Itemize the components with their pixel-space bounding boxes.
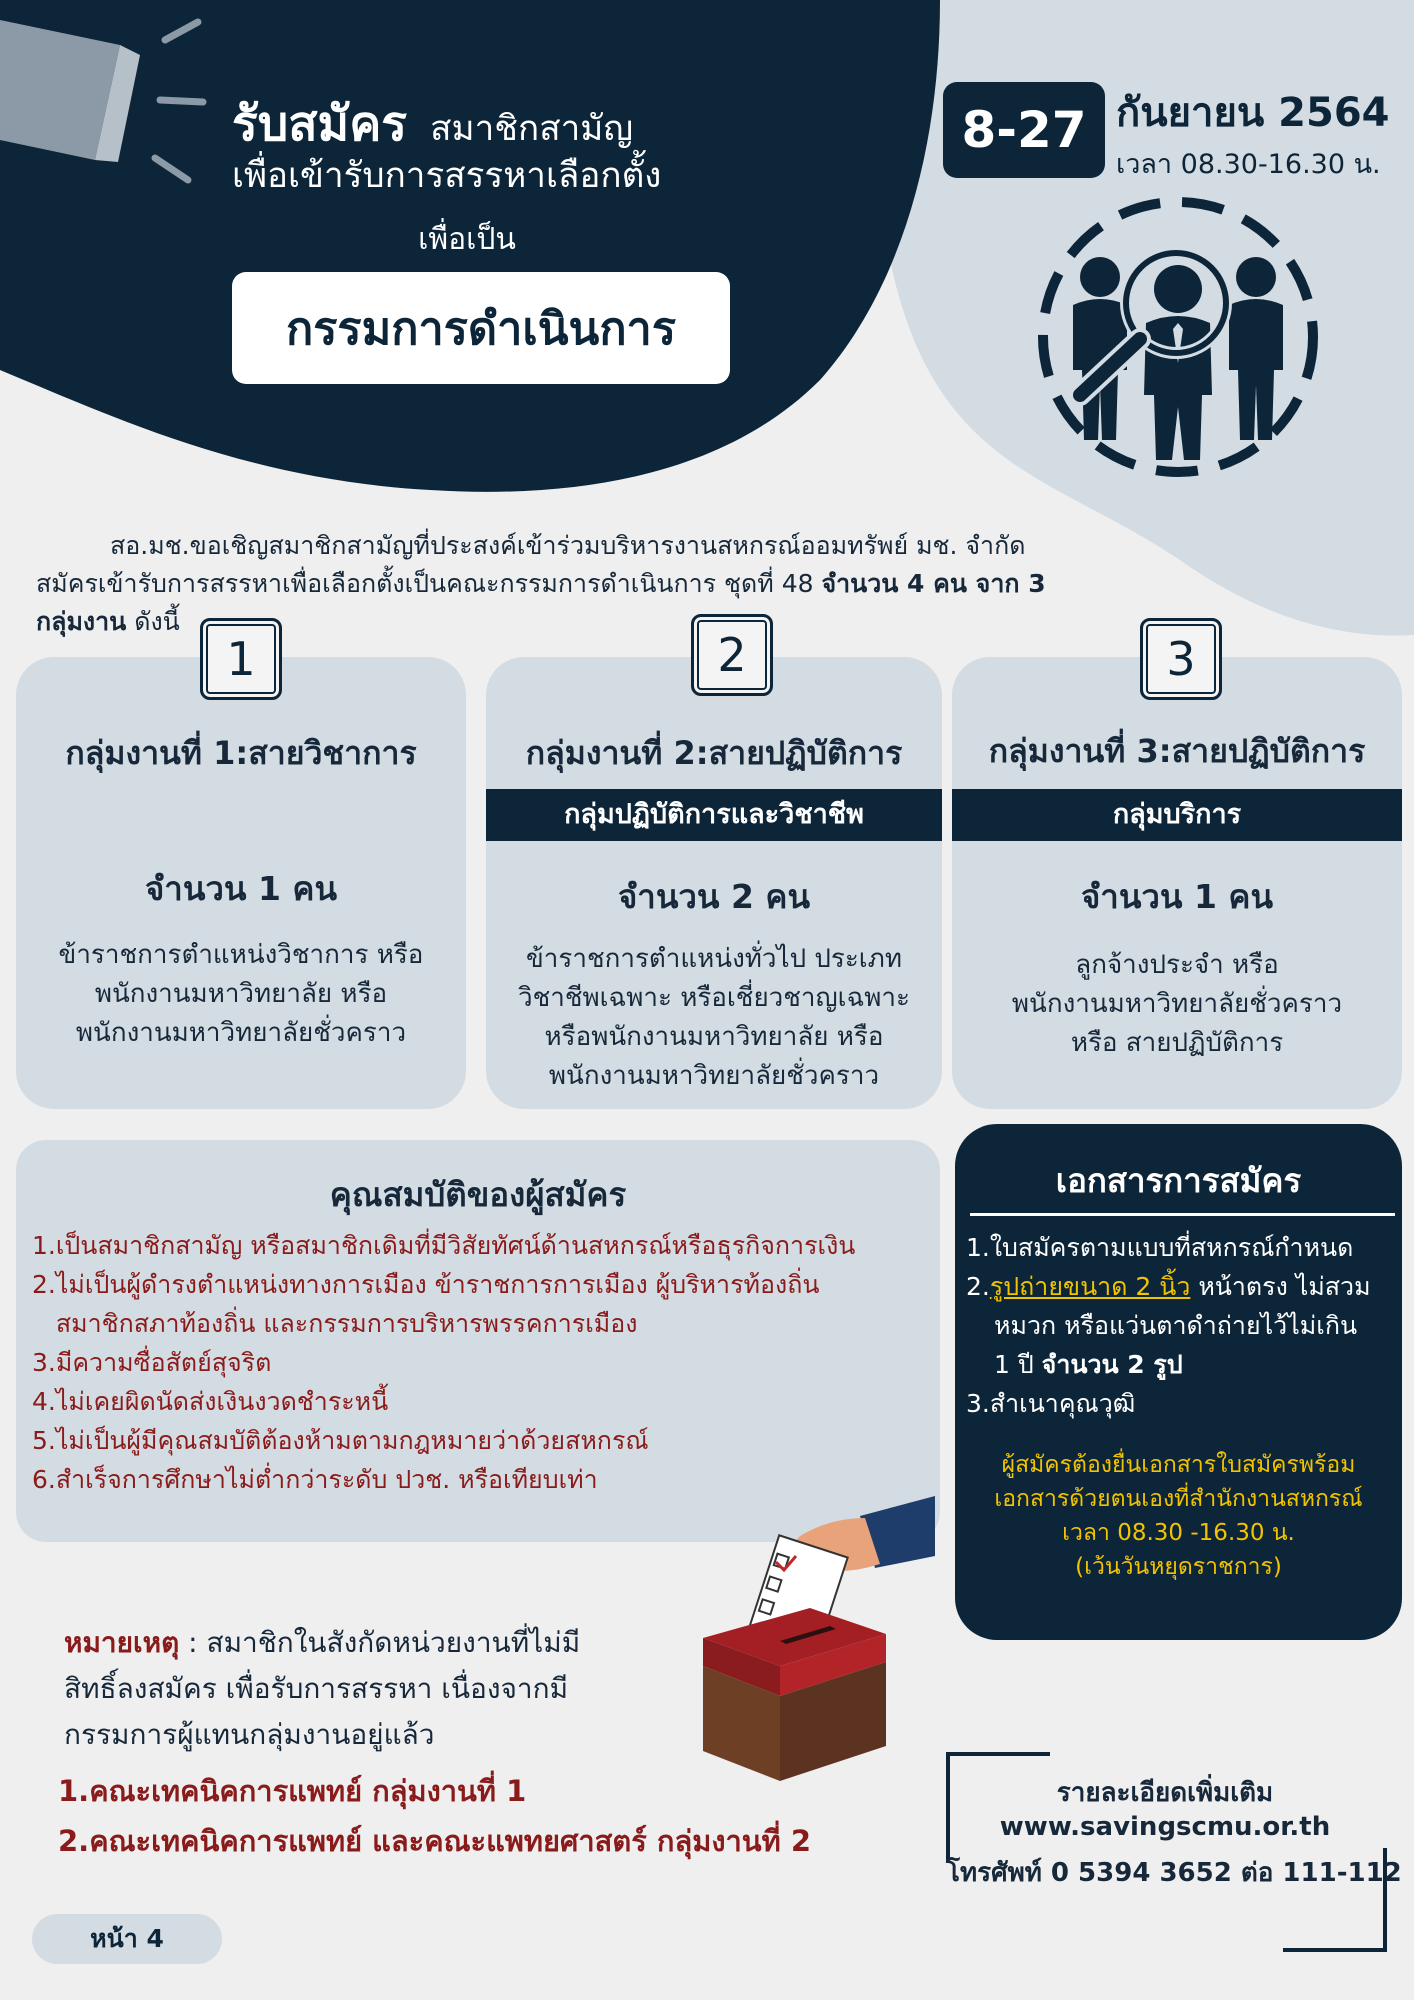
intro-line2: [36, 565, 1116, 603]
desc-line: ข้าราชการตำแหน่งทั่วไป ประเภท: [526, 944, 902, 974]
desc-line: พนักงานมหาวิทยาลัย หรือ: [94, 979, 388, 1009]
contact-label: รายละเอียดเพิ่มเติม: [1056, 1778, 1274, 1808]
intro-line3: [36, 603, 1116, 641]
desc-line: หรือ สายปฏิบัติการ: [1070, 1028, 1284, 1058]
documents-list: [966, 1228, 1396, 1423]
header-line3: เพื่อเป็น: [418, 222, 516, 257]
desc-line: ลูกจ้างประจำ หรือ: [1075, 950, 1279, 980]
qualification-item: 6.สำเร็จการศึกษาไม่ต่ำกว่าระดับ ปวช. หรือเทียบเท่า: [32, 1465, 598, 1494]
doc2-count: จำนวน 2 รูป: [1041, 1350, 1183, 1379]
header-line2: เพื่อเข้ารับการสรรหาเลือกตั้ง: [232, 156, 662, 196]
intro-line3-bold: กลุ่มงาน: [36, 607, 127, 636]
document-item-1: 1.ใบสมัครตามแบบที่สหกรณ์กำหนด: [966, 1233, 1354, 1262]
desc-line: ข้าราชการตำแหน่งวิชาการ หรือ: [58, 940, 424, 970]
documents-divider: [970, 1213, 1395, 1216]
position-box: [232, 272, 730, 384]
remark-block: [64, 1620, 704, 1758]
ballot-box-icon: [700, 1496, 940, 1786]
group-sub-3: กลุ่มบริการ: [952, 789, 1402, 841]
remark-text1: : สมาชิกในสังกัดหน่วยงานที่ไม่มี: [179, 1626, 581, 1659]
group-number-3: 3: [1140, 618, 1222, 700]
intro-line2-text: สมัครเข้ารับการสรรหาเพื่อเลือกตั้งเป็นคณะกรรมการดำเนินการ ชุดที่ 48: [36, 569, 822, 598]
page-badge: [32, 1914, 222, 1964]
desc-line: หรือพนักงานมหาวิทยาลัย หรือ: [544, 1022, 884, 1052]
group-title-1: กลุ่มงานที่ 1:สายวิชาการ: [65, 734, 417, 772]
group-title-2: กลุ่มงานที่ 2:สายปฏิบัติการ: [525, 734, 903, 772]
group-count-2: จำนวน 2 คน: [617, 877, 811, 916]
qualification-item: 1.เป็นสมาชิกสามัญ หรือสมาชิกเดิมที่มีวิสัยทัศน์ด้านสหกรณ์หรือธุรกิจการเงิน: [32, 1231, 856, 1260]
remark-item-2: 2.คณะเทคนิคการแพทย์ และคณะแพทยศาสตร์ กลุ่มงานที่ 2: [58, 1824, 811, 1858]
remark-line2: สิทธิ์ลงสมัคร เพื่อรับการสรรหา เนื่องจากมี: [64, 1672, 569, 1705]
document-item-2-cont2: [966, 1345, 1396, 1384]
qualifications-list: [32, 1226, 932, 1499]
qualification-item: สมาชิกสภาท้องถิ่น และกรรมการบริหารพรรคการเมือง: [32, 1309, 638, 1338]
qualification-item: 5.ไม่เป็นผู้มีคุณสมบัติต้องห้ามตามกฎหมายว่าด้วยสหกรณ์: [32, 1426, 649, 1455]
remark-line1: [64, 1620, 704, 1666]
intro-line2-bold: จำนวน 4 คน จาก 3: [821, 569, 1046, 598]
documents-title: เอกสารการสมัคร: [1055, 1161, 1302, 1200]
megaphone-icon: [0, 0, 210, 200]
doc2-text: หน้าตรง ไม่สวม: [1190, 1272, 1371, 1301]
note-line: ผู้สมัครต้องยื่นเอกสารใบสมัครพร้อม: [1001, 1452, 1356, 1478]
documents-note: [955, 1448, 1402, 1584]
document-item-2-cont: หมวก หรือแว่นตาดำถ่ายไว้ไม่เกิน: [994, 1311, 1358, 1340]
document-item-3: 3.สำเนาคุณวุฒิ: [966, 1389, 1136, 1418]
group-title-3: กลุ่มงานที่ 3:สายปฏิบัติการ: [988, 732, 1366, 770]
desc-line: พนักงานมหาวิทยาลัยชั่วคราว: [548, 1061, 880, 1091]
contact-phone: โทรศัพท์ 0 5394 3652 ต่อ 111-112: [946, 1858, 1402, 1888]
position-title: กรรมการดำเนินการ: [285, 302, 676, 355]
group-number-2: 2: [691, 614, 773, 696]
group-desc-2: [486, 940, 942, 1096]
people-search-icon: [1028, 195, 1328, 485]
remark-item-1: 1.คณะเทคนิคการแพทย์ กลุ่มงานที่ 1: [58, 1774, 527, 1808]
document-item-2: [966, 1267, 1396, 1306]
group-count-1: จำนวน 1 คน: [144, 869, 338, 908]
qualification-item: 2.ไม่เป็นผู้ดำรงตำแหน่งทางการเมือง ข้าราชการการเมือง ผู้บริหารท้องถิ่น: [32, 1270, 820, 1299]
qualification-item: 4.ไม่เคยผิดนัดส่งเงินงวดชำระหนี้: [32, 1387, 389, 1416]
qualification-item: 3.มีความซื่อสัตย์สุจริต: [32, 1348, 272, 1377]
group-desc-1: [16, 936, 466, 1053]
group-number-1: 1: [200, 618, 282, 700]
date-badge: [943, 82, 1105, 178]
date-time: เวลา 08.30-16.30 น.: [1116, 149, 1381, 180]
page-label: หน้า 4: [90, 1924, 164, 1953]
intro-line3-text: ดังนี้: [126, 607, 180, 636]
group-sub-2: กลุ่มปฏิบัติการและวิชาชีพ: [486, 789, 942, 841]
desc-line: พนักงานมหาวิทยาลัยชั่วคราว: [75, 1018, 407, 1048]
title-small: สมาชิกสามัญ: [430, 109, 634, 149]
doc2-num: 2.: [966, 1272, 990, 1301]
doc2-e: 1 ปี: [994, 1350, 1042, 1379]
date-month-year: กันยายน 2564: [1116, 90, 1390, 136]
remark-line3: กรรมการผู้แทนกลุ่มงานอยู่แล้ว: [64, 1718, 435, 1751]
desc-line: พนักงานมหาวิทยาลัยชั่วคราว: [1011, 989, 1343, 1019]
note-line: เวลา 08.30 -16.30 น.: [1062, 1520, 1295, 1546]
note-line: (เว้นวันหยุดราชการ): [1075, 1554, 1282, 1580]
remark-label: หมายเหตุ: [64, 1626, 180, 1659]
group-count-3: จำนวน 1 คน: [1080, 877, 1274, 916]
intro-line1: สอ.มช.ขอเชิญสมาชิกสามัญที่ประสงค์เข้าร่วมบริหารงานสหกรณ์ออมทรัพย์ มช. จำกัด: [110, 531, 1026, 560]
date-range: 8-27: [961, 101, 1087, 159]
doc2-highlight: รูปถ่ายขนาด 2 นิ้ว: [989, 1272, 1191, 1301]
desc-line: วิชาชีพเฉพาะ หรือเชี่ยวชาญเฉพาะ: [518, 983, 910, 1013]
qualifications-title: คุณสมบัติของผู้สมัคร: [329, 1175, 627, 1214]
note-line: เอกสารด้วยตนเองที่สำนักงานสหกรณ์: [994, 1486, 1363, 1512]
title-big: รับสมัคร: [232, 96, 408, 152]
intro-paragraph: [36, 527, 1116, 641]
group-desc-3: [952, 946, 1402, 1063]
contact-url[interactable]: www.savingscmu.or.th: [999, 1812, 1331, 1842]
